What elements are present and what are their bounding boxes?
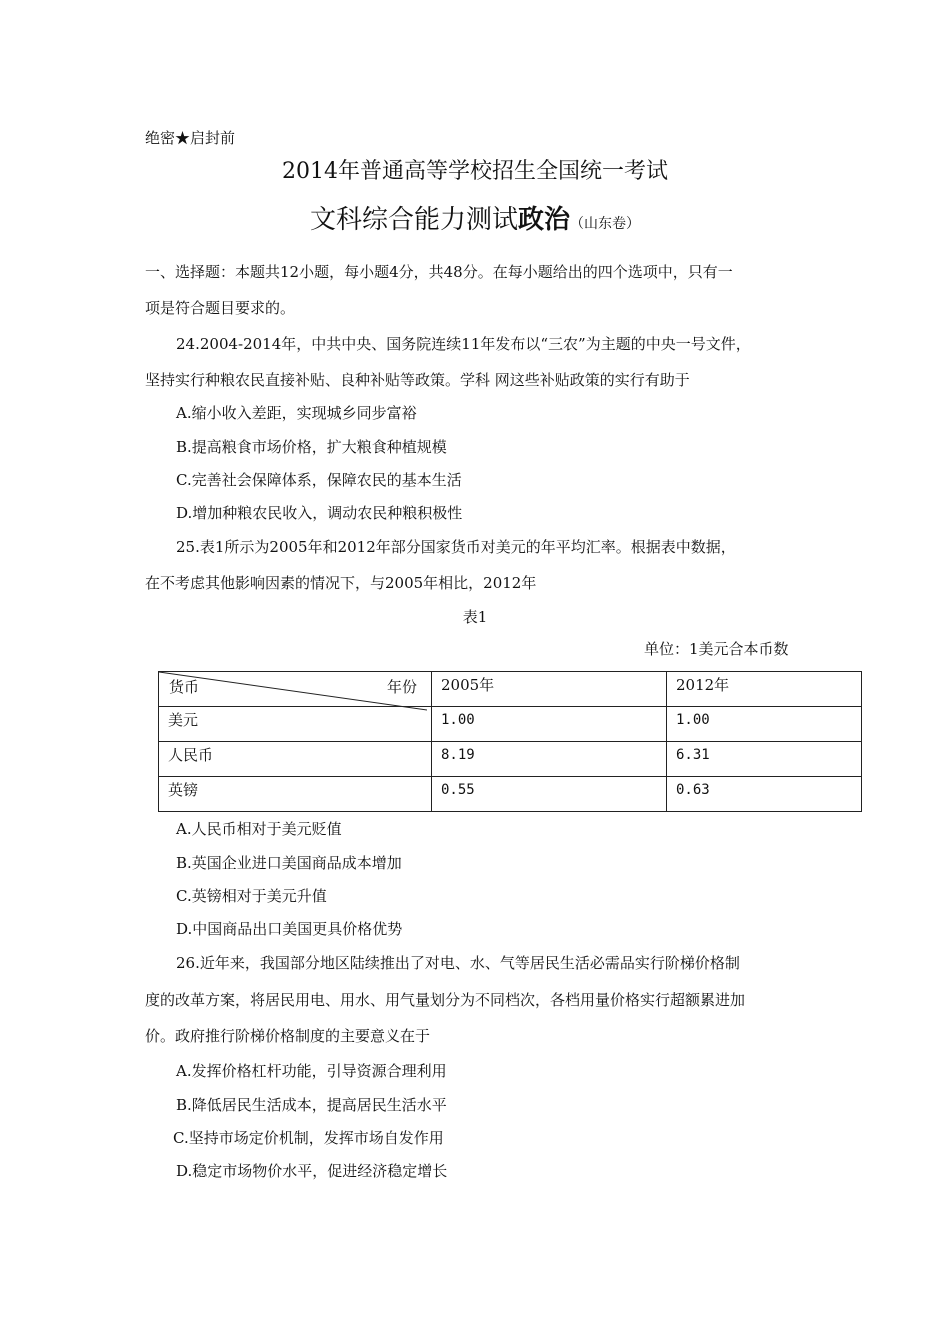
q26-option-b: B.降低居民生活成本，提高居民生活水平 bbox=[176, 1096, 447, 1114]
table-row bbox=[159, 777, 862, 812]
subtitle-main: 文科综合能力测试 bbox=[309, 205, 518, 235]
q26-option-d: D.稳定市场物价水平，促进经济稳定增长 bbox=[176, 1162, 448, 1180]
value-2005-cell: 8.19 bbox=[432, 742, 667, 777]
q24-option-a: A.缩小收入差距，实现城乡同步富裕 bbox=[176, 404, 417, 422]
table-corner-cell bbox=[159, 672, 432, 707]
value-2012-cell: 6.31 bbox=[667, 742, 862, 777]
q25-option-b: B.英国企业进口美国商品成本增加 bbox=[176, 854, 402, 872]
q25-stem-line1: 25.表1所示为2005年和2012年部分国家货币对美元的年平均汇率。根据表中数据， bbox=[176, 538, 736, 556]
corner-col-label: 年份 bbox=[386, 678, 417, 696]
exam-subtitle bbox=[0, 203, 950, 241]
q26-stem-line1: 26.近年来，我国部分地区陆续推出了对电、水、气等居民生活必需品实行阶梯价格制 bbox=[176, 954, 740, 972]
currency-cell: 美元 bbox=[159, 707, 432, 742]
q26-option-a: A.发挥价格杠杆功能，引导资源合理利用 bbox=[176, 1062, 447, 1080]
q24-stem-line2: 坚持实行种粮农民直接补贴、良种补贴等政策。学科 网这些补贴政策的实行有助于 bbox=[145, 371, 690, 389]
subtitle-subject: 政治 bbox=[518, 205, 571, 235]
value-2005-cell: 0.55 bbox=[432, 777, 667, 812]
currency-cell: 人民币 bbox=[159, 742, 432, 777]
currency-cell: 英镑 bbox=[159, 777, 432, 812]
table-row bbox=[159, 742, 862, 777]
q26-stem-line2: 度的改革方案，将居民用电、用水、用气量划分为不同档次，各档用量价格实行超额累进加 bbox=[145, 991, 746, 1009]
col-header-2005: 2005年 bbox=[432, 672, 667, 707]
corner-row-label: 货币 bbox=[169, 678, 200, 696]
q25-option-d: D.中国商品出口美国更具价格优势 bbox=[176, 920, 403, 938]
value-2012-cell: 0.63 bbox=[667, 777, 862, 812]
q25-option-c: C.英镑相对于美元升值 bbox=[176, 887, 327, 905]
q26-option-c: C.坚持市场定价机制，发挥市场自发作用 bbox=[173, 1129, 444, 1147]
q24-option-d: D.增加种粮农民收入，调动农民种粮积极性 bbox=[176, 504, 463, 522]
section-instruction-line2: 项是符合题目要求的。 bbox=[145, 299, 296, 317]
q25-option-a: A.人民币相对于美元贬值 bbox=[176, 820, 342, 838]
table-unit: 单位：1美元合本币数 bbox=[644, 640, 789, 658]
section-instruction-line1: 一、选择题：本题共12小题，每小题4分，共48分。在每小题给出的四个选项中，只有一 bbox=[145, 263, 733, 281]
exchange-rate-table bbox=[158, 671, 862, 812]
q24-stem-line1: 24.2004-2014年，中共中央、国务院连续11年发布以“三农”为主题的中央一号文件， bbox=[176, 335, 751, 353]
table-caption: 表1 bbox=[462, 608, 488, 626]
q26-stem-line3: 价。政府推行阶梯价格制度的主要意义在于 bbox=[145, 1027, 431, 1045]
q25-stem-line2: 在不考虑其他影响因素的情况下，与2005年相比，2012年 bbox=[145, 574, 537, 592]
q24-option-b: B.提高粮食市场价格，扩大粮食种植规模 bbox=[176, 438, 447, 456]
subtitle-region: （山东卷） bbox=[570, 216, 641, 232]
confidential-mark: 绝密★启封前 bbox=[145, 129, 236, 147]
q24-option-c: C.完善社会保障体系，保障农民的基本生活 bbox=[176, 471, 462, 489]
table-header-row bbox=[159, 672, 862, 707]
exam-title: 2014年普通高等学校招生全国统一考试 bbox=[282, 159, 668, 184]
value-2012-cell: 1.00 bbox=[667, 707, 862, 742]
col-header-2012: 2012年 bbox=[667, 672, 862, 707]
value-2005-cell: 1.00 bbox=[432, 707, 667, 742]
